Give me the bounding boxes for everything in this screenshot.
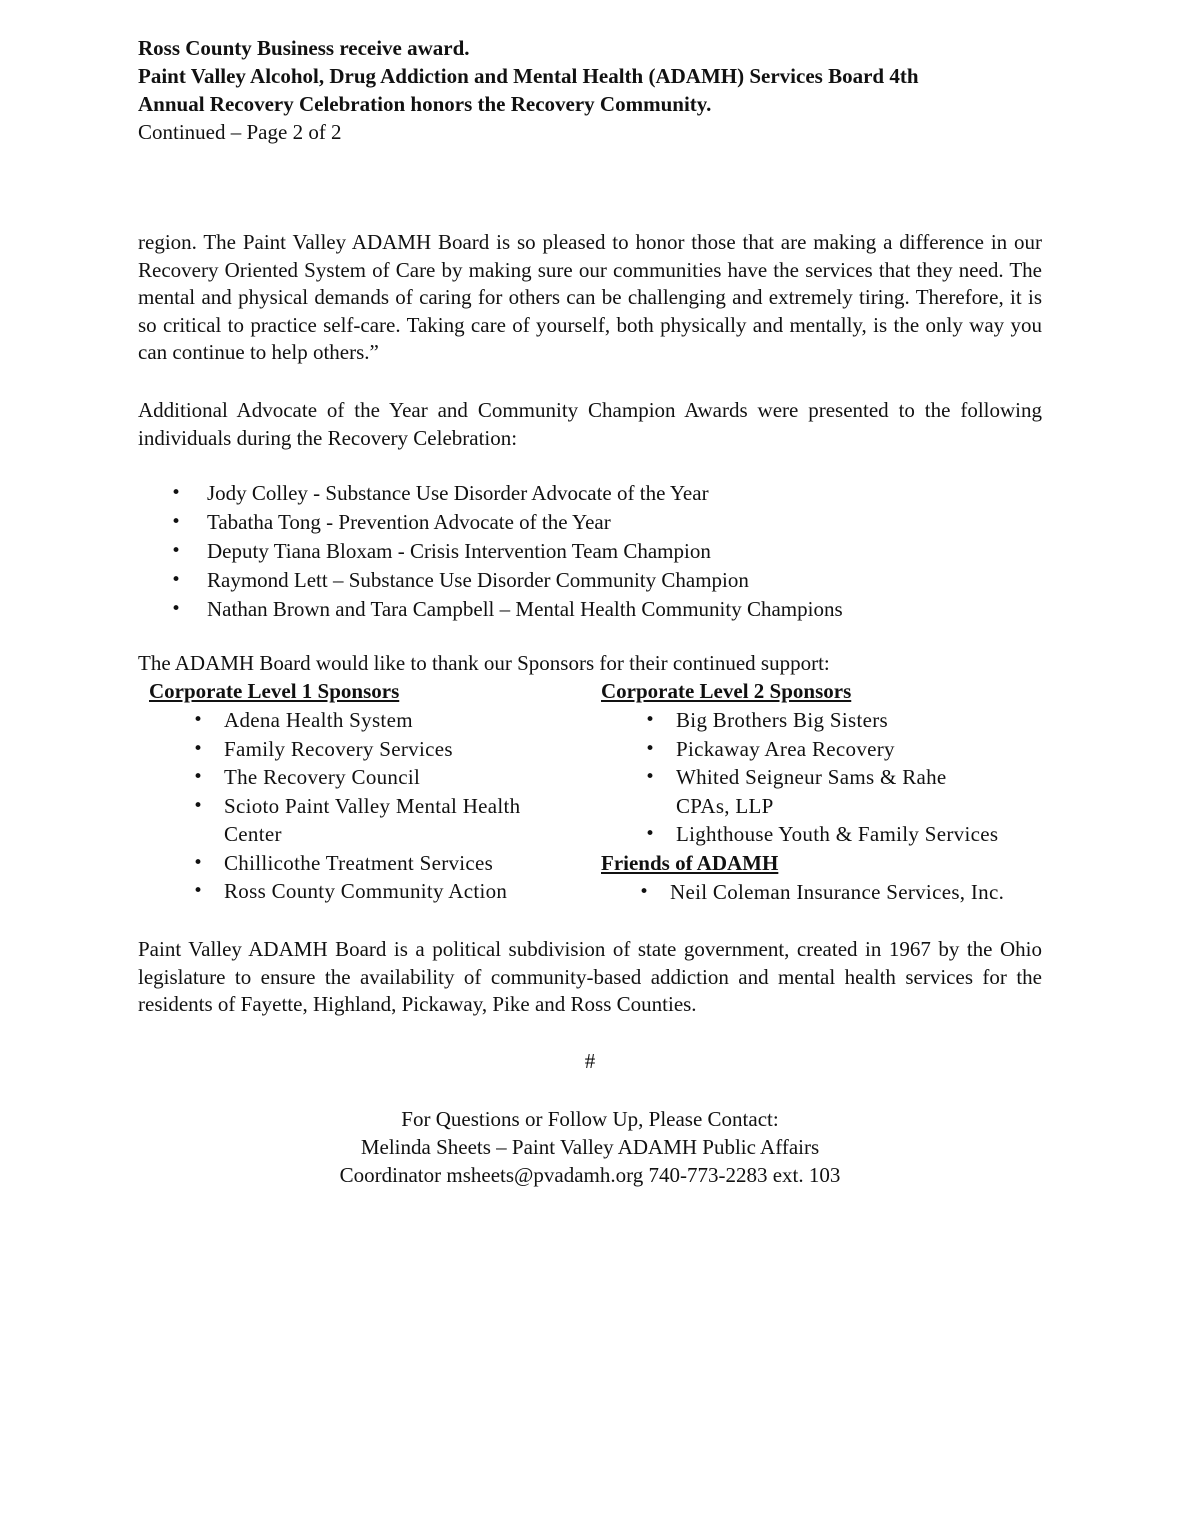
body-paragraph-2: Additional Advocate of the Year and Community Champion Awards were presented to the following individuals during the Recovery Celebration: xyxy=(138,397,1042,450)
level2-sponsors-heading: Corporate Level 2 Sponsors xyxy=(601,679,852,704)
sponsor-item: • The Recovery Council xyxy=(149,763,569,792)
sponsor-item: • Ross County Community Action xyxy=(149,877,569,906)
friends-heading: Friends of ADAMH xyxy=(601,850,779,875)
award-item: • Nathan Brown and Tara Campbell – Mental Health Community Champions xyxy=(138,595,1042,624)
headline-line-2: Paint Valley Alcohol, Drug Addiction and Mental Health (ADAMH) Services Board 4th xyxy=(138,64,919,88)
level2-sponsors-column xyxy=(601,677,1042,906)
award-item: • Jody Colley - Substance Use Disorder Advocate of the Year xyxy=(138,479,1042,508)
contact-line-1: For Questions or Follow Up, Please Contact: xyxy=(401,1106,779,1131)
sponsor-item: • Chillicothe Treatment Services xyxy=(149,849,569,878)
body-paragraph-1: region. The Paint Valley ADAMH Board is so pleased to honor those that are making a difference in our Recovery Oriented System of Care by making sure our communities have the services that they need. The mental and physical demands of caring for others can be challenging and extremely tiring. Therefore, it is so critical to practice self-care. Taking care of yourself, both physically and mentally, is the only way you can continue to help others.” xyxy=(138,230,1042,365)
contact-line-3: Coordinator msheets@pvadamh.org 740-773-2283 ext. 103 xyxy=(339,1162,841,1187)
sponsor-item: • Big Brothers Big Sisters xyxy=(601,706,1042,735)
headline-line-1: Ross County Business receive award. xyxy=(138,36,470,60)
award-item: • Tabatha Tong - Prevention Advocate of the Year xyxy=(138,508,1042,537)
awards-list xyxy=(138,479,1042,624)
body-paragraph-3: Paint Valley ADAMH Board is a political subdivision of state government, created in 1967 by the Ohio legislature to ensure the availability of community-based addiction and mental health services for the residents of Fayette, Highland, Pickaway, Pike and Ross Counties. xyxy=(138,937,1042,1017)
sponsor-item: • Adena Health System xyxy=(149,706,569,735)
friends-list xyxy=(601,878,1042,907)
level1-sponsors-column xyxy=(149,677,569,906)
sponsor-item: • Scioto Paint Valley Mental Health Center xyxy=(149,792,569,849)
award-item: • Deputy Tiana Bloxam - Crisis Intervention Team Champion xyxy=(138,537,1042,566)
press-release-page xyxy=(138,34,1042,1189)
level1-sponsors-heading: Corporate Level 1 Sponsors xyxy=(149,679,400,704)
continued-page-label: Continued – Page 2 of 2 xyxy=(138,120,342,144)
sponsor-item: • Whited Seigneur Sams & Rahe CPAs, LLP xyxy=(601,763,1042,820)
contact-line-2: Melinda Sheets – Paint Valley ADAMH Public Affairs xyxy=(360,1134,820,1159)
sponsor-item: • Pickaway Area Recovery xyxy=(601,735,1042,764)
end-separator: # xyxy=(584,1048,596,1073)
sponsor-item: • Neil Coleman Insurance Services, Inc. xyxy=(601,878,1042,907)
level2-sponsors-list xyxy=(601,706,1042,849)
level1-sponsors-list xyxy=(149,706,569,906)
award-item: • Raymond Lett – Substance Use Disorder Community Champion xyxy=(138,566,1042,595)
headline-line-3: Annual Recovery Celebration honors the Recovery Community. xyxy=(138,92,712,116)
sponsor-item: • Lighthouse Youth & Family Services xyxy=(601,820,1042,849)
sponsor-item: • Family Recovery Services xyxy=(149,735,569,764)
sponsors-thanks-line: The ADAMH Board would like to thank our Sponsors for their continued support: xyxy=(138,651,830,676)
sponsors-section xyxy=(138,677,1042,907)
